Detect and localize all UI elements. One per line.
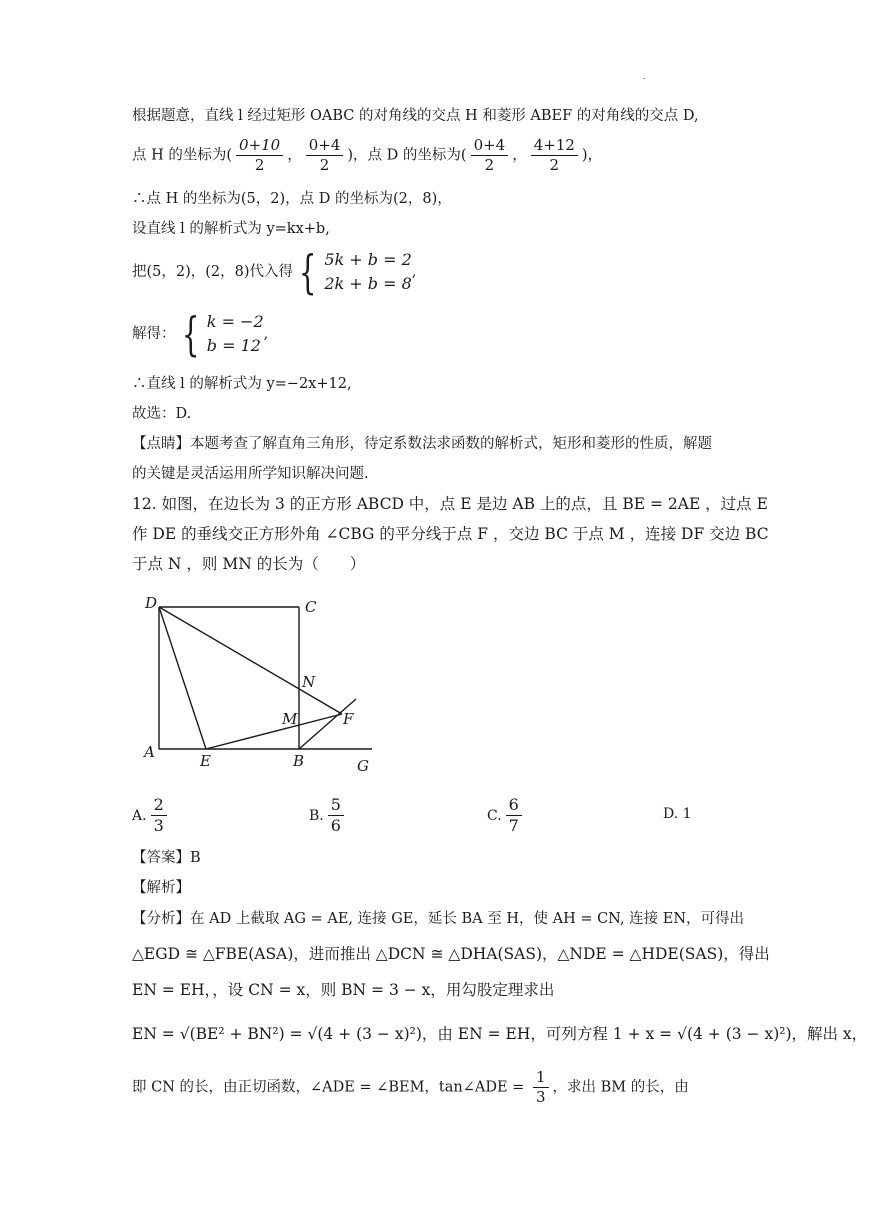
segment-DF <box>159 607 342 714</box>
analysis-line: 即 CN 的长，由正切函数，∠ADE = ∠BEM，tan∠ADE = $\frac{1}{3}$ ，求出 BM 的长，由 <box>132 1068 689 1106</box>
text-line-fractions: 点 H 的坐标为( $\frac{0+10}{2}$ ， $\frac{0+4}{2}$ )，点 D 的坐标为( $\frac{0+4}{2}$ ， $\frac{4+12}{2}$ )， <box>132 136 603 174</box>
point-label-D: D <box>145 594 158 612</box>
text-line: 故选：D. <box>132 406 192 422</box>
choice-d[interactable]: D. 1 <box>663 806 692 822</box>
solution-line: 解得： { k = −2 b = 12 , <box>132 307 269 361</box>
segment-EF <box>206 714 342 749</box>
point-label-F: F <box>343 710 354 728</box>
point-label-B: B <box>293 752 305 770</box>
equation-system-line: 把(5，2)，(2，8)代入得 { 5k + b = 2 2k + b = 8 , <box>132 245 417 299</box>
equation-system: { 5k + b = 2 2k + b = 8 <box>298 245 412 299</box>
fraction: $\frac{0+4}{2}$ <box>471 136 509 175</box>
fraction: $\frac{1}{3}$ <box>533 1068 549 1107</box>
text-line: 根据题意，直线 l 经过矩形 OABC 的对角线的交点 H 和菱形 ABEF 的对角线的交点 D, <box>132 108 699 124</box>
text-line: ∴点 H 的坐标为(5，2)，点 D 的坐标为(2，8)， <box>132 191 452 207</box>
point-label-A: A <box>144 743 155 761</box>
point-label-G: G <box>357 757 369 775</box>
point-label-E: E <box>200 752 211 770</box>
choice-a[interactable]: A. $\frac{2}{3}$ <box>132 795 171 836</box>
question-line: 作 DE 的垂线交正方形外角 ∠CBG 的平分线于点 F ，交边 BC 于点 M ，连接 DF 交边 BC <box>132 525 769 543</box>
analysis-heading: 【解析】 <box>132 880 190 896</box>
analysis-line: 【分析】在 AD 上截取 AG = AE, 连接 GE，延长 BA 至 H，使 AH = CN, 连接 EN，可得出 <box>132 911 745 927</box>
answer-line: 【答案】B <box>132 850 201 866</box>
analysis-line: △EGD ≅ △FBE(ASA)，进而推出 △DCN ≅ △DHA(SAS)，△NDE = △HDE(SAS)，得出 <box>132 945 770 963</box>
equation-system: { k = −2 b = 12 <box>181 307 264 361</box>
text-line: 的关键是灵活运用所学知识解决问题. <box>132 466 369 482</box>
question-line: 12. 如图，在边长为 3 的正方形 ABCD 中，点 E 是边 AB 上的点，且 BE = 2AE ，过点 E <box>132 495 768 513</box>
point-label-C: C <box>305 598 317 616</box>
question-line: 于点 N ，则 MN 的长为（ ） <box>132 555 366 573</box>
choice-c[interactable]: C. $\frac{6}{7}$ <box>487 795 526 836</box>
geometry-figure <box>140 590 390 780</box>
fraction: $\frac{0+4}{2}$ <box>306 136 344 175</box>
analysis-line: EN = √(BE² + BN²) = √(4 + (3 − x)²)，由 EN = EH，可列方程 1 + x = √(4 + (3 − x)²)，解出 x， <box>132 1025 868 1043</box>
segment-DE <box>159 607 206 749</box>
analysis-line: EN = EH，，设 CN = x，则 BN = 3 − x，用勾股定理求出 <box>132 981 555 999</box>
point-label-M: M <box>282 710 298 728</box>
text-line: 设直线 l 的解析式为 y=kx+b, <box>132 221 330 237</box>
fraction: $\frac{4+12}{2}$ <box>531 136 578 175</box>
point-label-N: N <box>302 673 316 691</box>
text-line: 【点睛】本题考查了解直角三角形，待定系数法求函数的解析式，矩形和菱形的性质，解题 <box>132 436 712 452</box>
page-mark: . <box>643 72 646 81</box>
fraction: $\frac{0+10}{2}$ <box>236 136 283 175</box>
choice-b[interactable]: B. $\frac{5}{6}$ <box>309 795 348 836</box>
text-line: ∴直线 l 的解析式为 y=−2x+12, <box>132 376 352 392</box>
